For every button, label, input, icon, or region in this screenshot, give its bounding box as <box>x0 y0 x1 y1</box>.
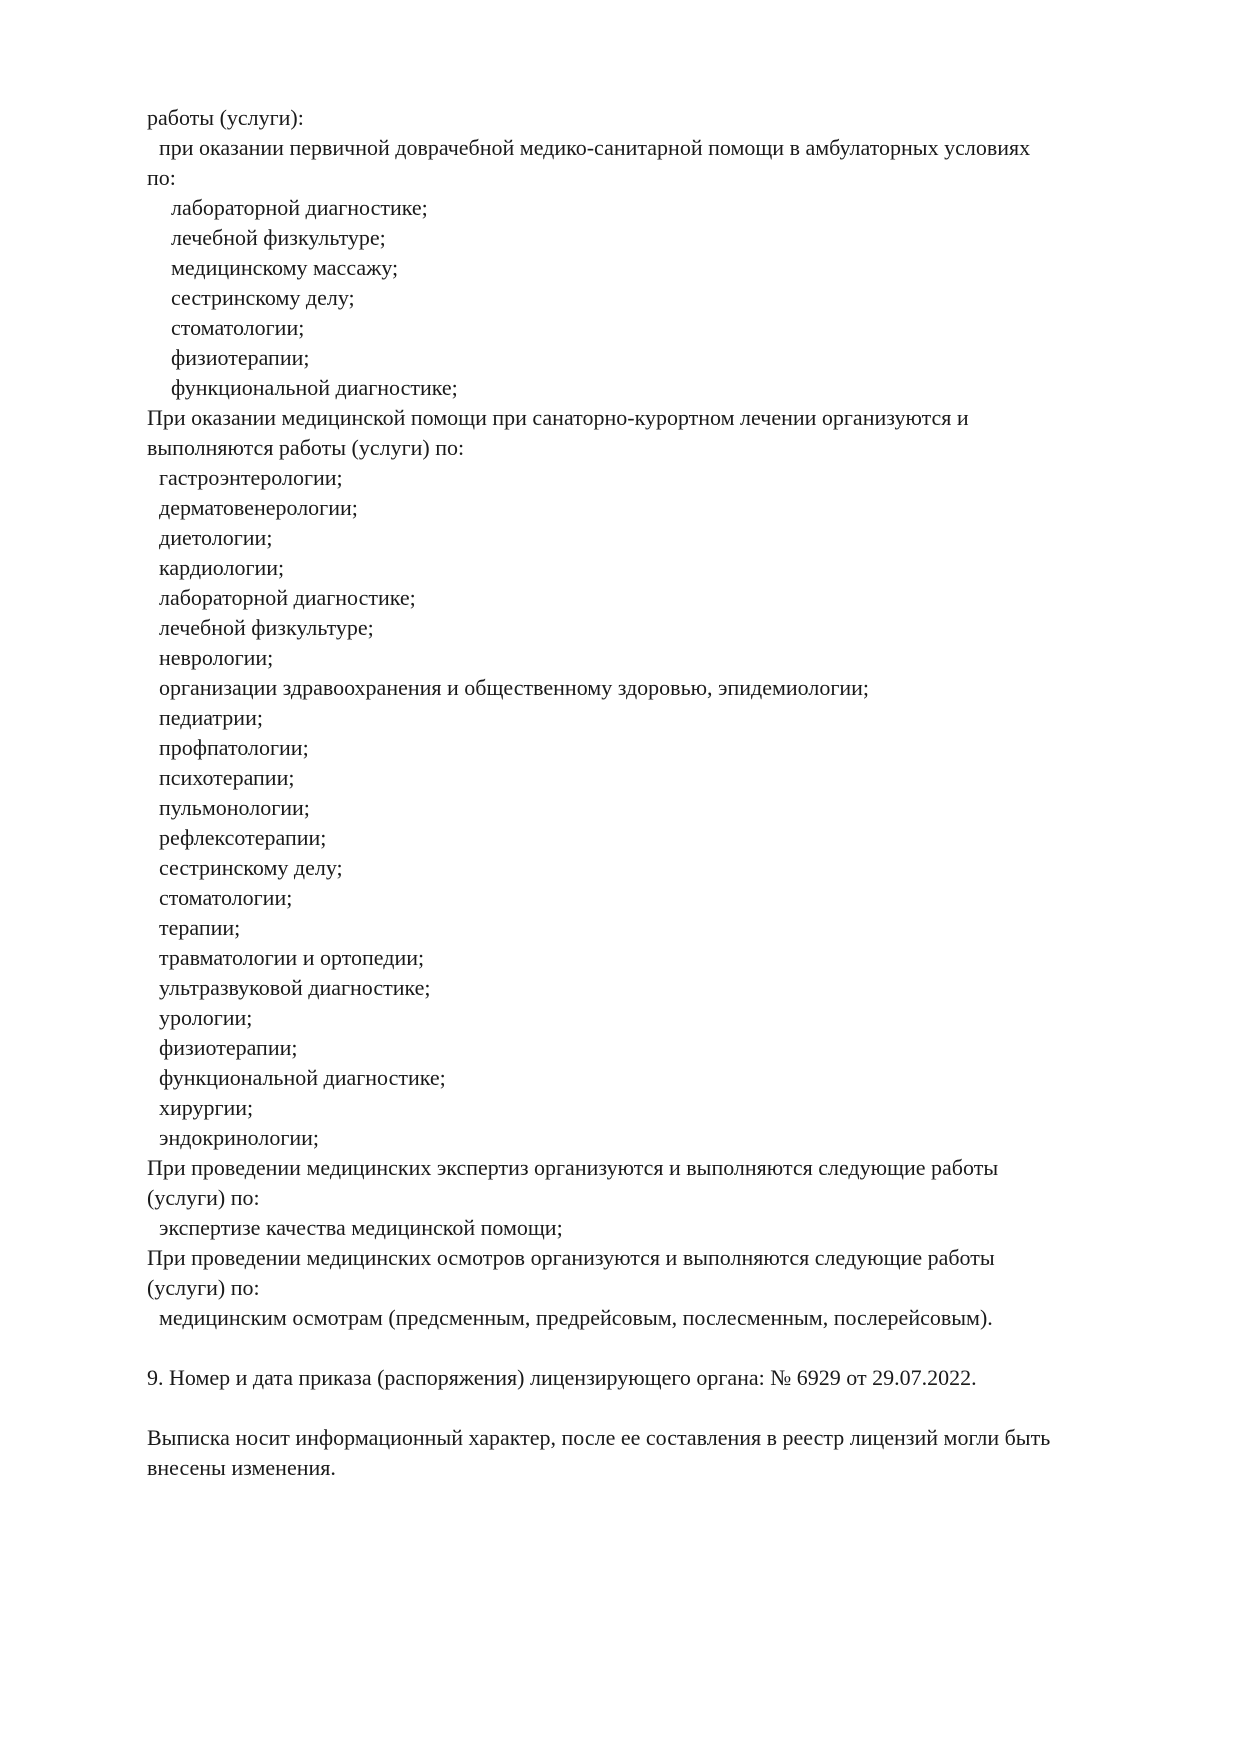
list-item: лечебной физкультуре; <box>159 615 374 640</box>
order-number-date: 9. Номер и дата приказа (распоряжения) лицензирующего органа: № 6929 от 29.07.2022. <box>147 1365 977 1390</box>
list-item: психотерапии; <box>159 765 295 790</box>
list-item: стоматологии; <box>171 315 305 340</box>
sanatorium-heading-line1: При оказании медицинской помощи при санаторно-курортном лечении организуются и <box>147 405 969 430</box>
list-item: дерматовенерологии; <box>159 495 358 520</box>
expertise-list <box>147 1213 1187 1243</box>
list-item: лабораторной диагностике; <box>171 195 428 220</box>
primary-care-list <box>147 193 1187 403</box>
list-item: ультразвуковой диагностике; <box>159 975 431 1000</box>
list-item: терапии; <box>159 915 241 940</box>
list-item: диетологии; <box>159 525 273 550</box>
examinations-heading-line2: (услуги) по: <box>147 1275 260 1300</box>
list-item: физиотерапии; <box>171 345 310 370</box>
list-item: профпатологии; <box>159 735 309 760</box>
examinations-heading-line1: При проведении медицинских осмотров организуются и выполняются следующие работы <box>147 1245 995 1270</box>
list-item: хирургии; <box>159 1095 254 1120</box>
examinations-list <box>147 1303 1187 1333</box>
list-item: организации здравоохранения и общественному здоровью, эпидемиологии; <box>159 675 870 700</box>
expertise-heading-line1: При проведении медицинских экспертиз организуются и выполняются следующие работы <box>147 1155 999 1180</box>
list-item: сестринскому делу; <box>171 285 355 310</box>
list-item: эндокринологии; <box>159 1125 320 1150</box>
sanatorium-list <box>147 463 1187 1153</box>
list-item: урологии; <box>159 1005 253 1030</box>
list-item: сестринскому делу; <box>159 855 343 880</box>
list-item: функциональной диагностике; <box>159 1065 446 1090</box>
expertise-heading-line2: (услуги) по: <box>147 1185 260 1210</box>
primary-care-context-line1: при оказании первичной доврачебной медико-санитарной помощи в амбулаторных условиях <box>159 135 1031 160</box>
list-item: рефлексотерапии; <box>159 825 327 850</box>
list-item: гастроэнтерологии; <box>159 465 343 490</box>
sanatorium-heading-line2: выполняются работы (услуги) по: <box>147 435 465 460</box>
list-item: лечебной физкультуре; <box>171 225 386 250</box>
list-item: физиотерапии; <box>159 1035 298 1060</box>
list-item: стоматологии; <box>159 885 293 910</box>
disclaimer-line2: внесены изменения. <box>147 1455 336 1480</box>
disclaimer-line1: Выписка носит информационный характер, после ее составления в реестр лицензий могли быть <box>147 1425 1051 1450</box>
document-page <box>147 103 1187 1483</box>
list-item: травматологии и ортопедии; <box>159 945 425 970</box>
works-lead: работы (услуги): <box>147 105 304 130</box>
list-item: пульмонологии; <box>159 795 310 820</box>
list-item: лабораторной диагностике; <box>159 585 416 610</box>
list-item: педиатрии; <box>159 705 263 730</box>
paragraph-gap <box>147 1333 1187 1363</box>
list-item: медицинским осмотрам (предсменным, предрейсовым, послесменным, послерейсовым). <box>159 1305 993 1330</box>
paragraph-gap <box>147 1393 1187 1423</box>
list-item: экспертизе качества медицинской помощи; <box>159 1215 563 1240</box>
list-item: кардиологии; <box>159 555 285 580</box>
primary-care-context-line2: по: <box>147 165 176 190</box>
list-item: медицинскому массажу; <box>171 255 399 280</box>
list-item: функциональной диагностике; <box>171 375 458 400</box>
list-item: неврологии; <box>159 645 274 670</box>
